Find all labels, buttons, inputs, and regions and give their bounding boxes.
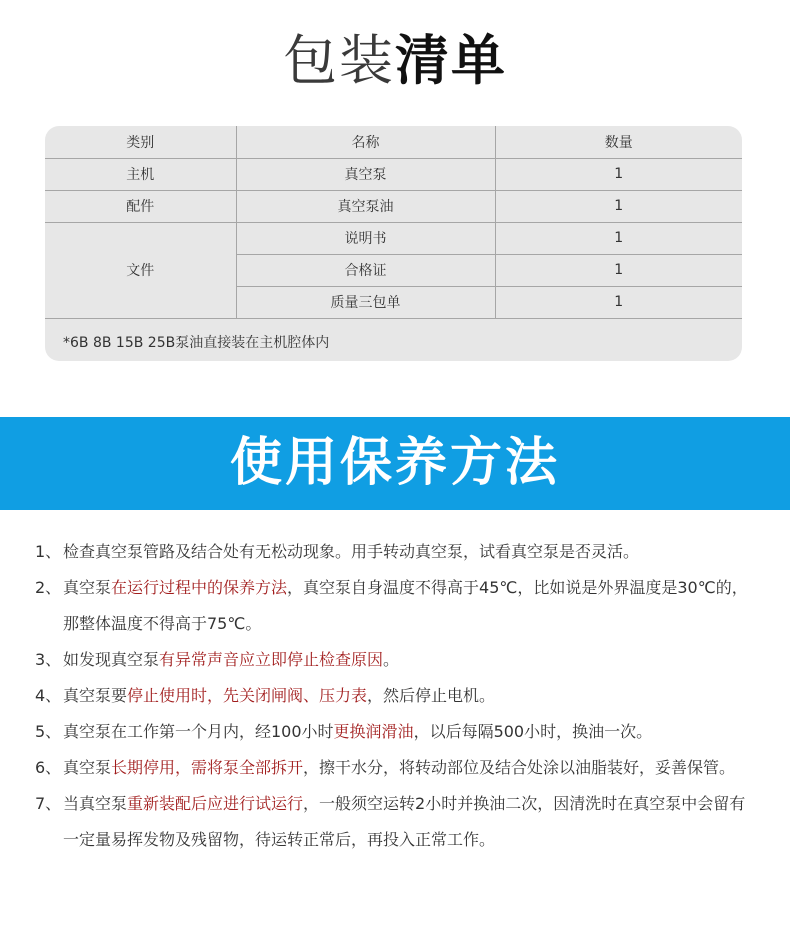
packing-table-card — [45, 126, 742, 361]
text-segment: 真空泵要 — [63, 686, 128, 705]
table-footnote: *6B 8B 15B 25B泵油直接装在主机腔体内 — [63, 335, 330, 351]
cell-quantity: 1 — [495, 222, 742, 254]
highlighted-text: 长期停用，需将泵全部拆开 — [111, 758, 304, 777]
list-item — [35, 570, 760, 642]
text-segment: 如发现真空泵 — [63, 650, 160, 669]
cell-quantity: 1 — [495, 158, 742, 190]
list-item — [35, 642, 760, 678]
step-number: 4、 — [35, 686, 62, 705]
step-text — [63, 750, 760, 786]
header-category: 类别 — [45, 126, 236, 158]
step-text — [63, 714, 760, 750]
header-name: 名称 — [236, 126, 495, 158]
text-segment: 真空泵 — [63, 578, 112, 597]
cell-category: 配件 — [45, 190, 236, 222]
step-text — [63, 534, 760, 570]
text-segment: ，然后停止电机。 — [367, 686, 496, 705]
table-row — [45, 158, 742, 190]
cell-name: 真空泵 — [236, 158, 495, 190]
packing-table — [45, 126, 742, 319]
cell-quantity: 1 — [495, 254, 742, 286]
maintenance-title: 使用保养方法 — [229, 433, 560, 493]
text-segment: 真空泵 — [63, 758, 112, 777]
highlighted-text: 停止使用时，先关闭闸阀、压力表 — [127, 686, 368, 705]
text-segment: ，真空泵自身温度不得高于45℃，比如说是外界温度是30℃的，那整体温度不得高于75℃。 — [63, 578, 748, 633]
step-number: 6、 — [35, 758, 62, 777]
text-segment: ，一般须空运转2小时并换油二次，因清洗时在真空泵中会留有一定量易挥发物及残留物，待运转正常后，再投入正常工作。 — [63, 794, 746, 849]
highlighted-text: 在运行过程中的保养方法 — [111, 578, 288, 597]
title-light-part: 包装 — [283, 29, 395, 92]
step-text — [63, 570, 760, 642]
step-number: 5、 — [35, 722, 62, 741]
cell-category: 文件 — [45, 222, 236, 318]
table-row — [45, 190, 742, 222]
step-number: 1、 — [35, 542, 62, 561]
step-text — [63, 642, 760, 678]
cell-quantity: 1 — [495, 190, 742, 222]
maintenance-banner — [0, 417, 790, 510]
cell-name: 合格证 — [236, 254, 495, 286]
highlighted-text: 有异常声音应立即停止检查原因 — [159, 650, 384, 669]
cell-name: 说明书 — [236, 222, 495, 254]
title-bold-part: 清单 — [395, 29, 507, 92]
cell-name: 真空泵油 — [236, 190, 495, 222]
text-segment: ，以后每隔500小时，换油一次。 — [413, 722, 653, 741]
step-text — [63, 786, 760, 858]
text-segment: 检查真空泵管路及结合处有无松动现象。用手转动真空泵，试看真空泵是否灵活。 — [63, 542, 640, 561]
step-number: 7、 — [35, 794, 62, 813]
text-segment: 当真空泵 — [63, 794, 128, 813]
step-number: 3、 — [35, 650, 62, 669]
list-item — [35, 750, 760, 786]
text-segment: ，擦干水分，将转动部位及结合处涂以油脂装好，妥善保管。 — [303, 758, 736, 777]
maintenance-steps-list — [35, 534, 760, 858]
header-quantity: 数量 — [495, 126, 742, 158]
list-item — [35, 678, 760, 714]
list-item — [35, 714, 760, 750]
list-item — [35, 534, 760, 570]
cell-name: 质量三包单 — [236, 286, 495, 318]
cell-category: 主机 — [45, 158, 236, 190]
packing-list-title — [0, 28, 790, 94]
highlighted-text: 更换润滑油 — [333, 722, 414, 741]
text-segment: 真空泵在工作第一个月内，经100小时 — [63, 722, 334, 741]
step-number: 2、 — [35, 578, 62, 597]
list-item — [35, 786, 760, 858]
cell-quantity: 1 — [495, 286, 742, 318]
text-segment: 。 — [383, 650, 400, 669]
table-row — [45, 222, 742, 254]
table-header-row — [45, 126, 742, 158]
highlighted-text: 重新装配后应进行试运行 — [127, 794, 304, 813]
step-text — [63, 678, 760, 714]
